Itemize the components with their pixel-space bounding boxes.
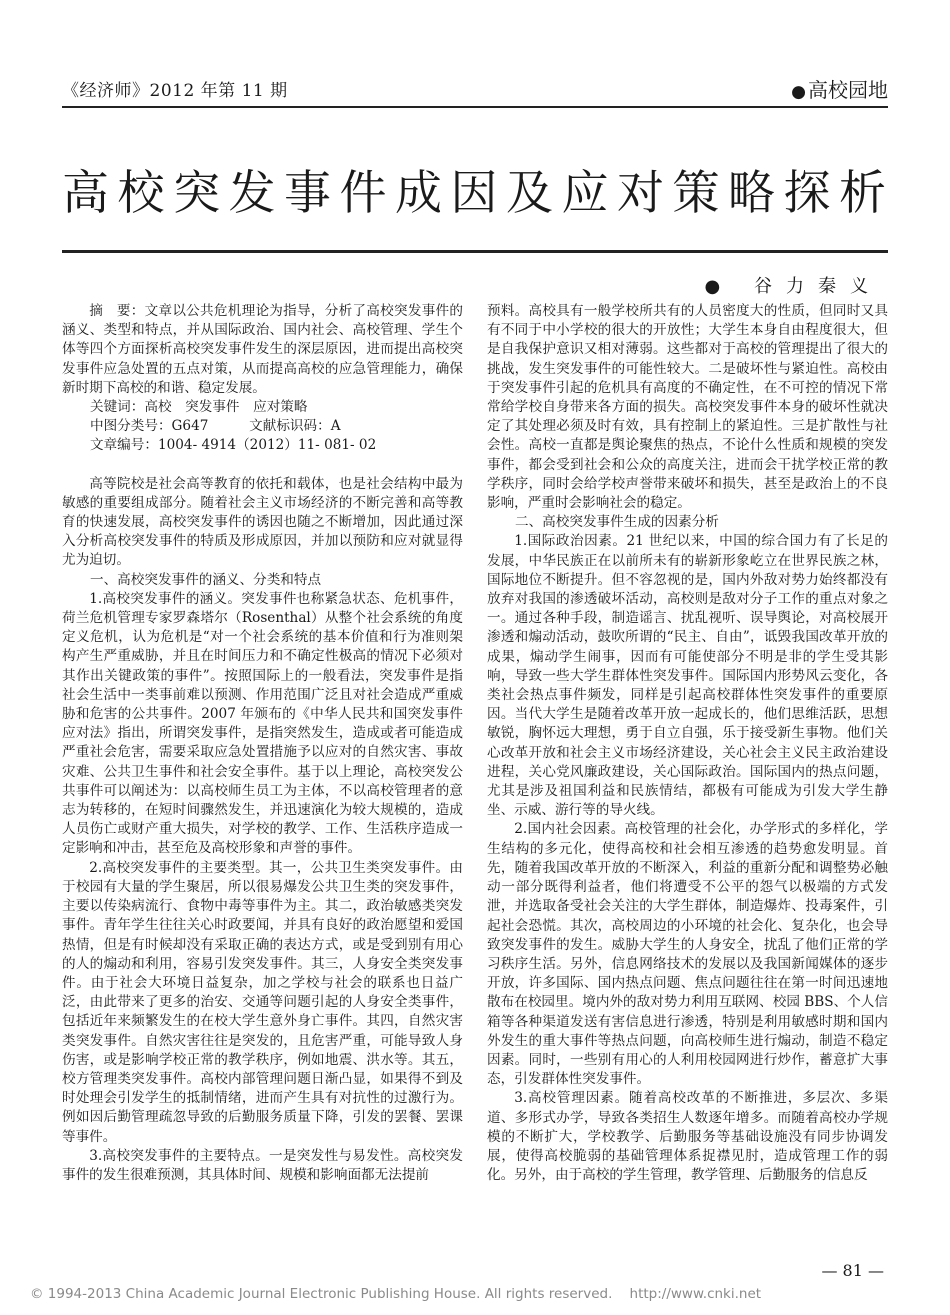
- keywords: 关键词：高校 突发事件 应对策略: [90, 399, 308, 416]
- bullet-icon: ●: [704, 276, 735, 297]
- article-title: 高校突发事件成因及应对策略探析: [62, 166, 888, 221]
- section-label: [791, 74, 888, 103]
- paragraph: 2.高校突发事件的主要类型。其一，公共卫生类突发事件。由于校园有大量的学生聚居，所以很易爆发公共卫生类的突发事件，主要以传染病流行、食物中毒等事件为主。其二，政治敏感类突发事件。青年学生往往关心时政要闻，并具有良好的政治愿望和爱国热情，但是有时候却没有采取正确的表达方式，或是受到别有用心的人的煽动和利用，容易引发突发事件。其三，人身安全类突发事件。由于社会大环境日益复杂，加之学校与社会的联系也日益广泛，由此带来了更多的治安、交通等问题引起的人身安全类事件，包括近年来频繁发生的在校大学生意外身亡事件。其四，自然灾害类突发事件。自然灾害往往是突发的，且危害严重，可能导致人身伤害，或是影响学校正常的教学秩序，例如地震、洪水等。其五，校方管理类突发事件。高校内部管理问题日渐凸显，如果得不到及时处理会引发学生的抵制情绪，进而产生具有对抗性的过激行为。例如因后勤管理疏忽导致的后勤服务质量下降，引发的罢餐、罢课等事件。: [62, 859, 463, 1145]
- paragraph: 3.高校管理因素。随着高校改革的不断推进，多层次、多渠道、多形式办学，导致各类招生人数逐年增多。而随着高校办学规模的不断扩大，学校教学、后勤服务等基础设施没有同步协调发展，使得高校脆弱的基础管理体系捉襟见肘，造成管理工作的弱化。另外，由于高校的学生管理，教学管理、后勤服务的信息反: [487, 1090, 888, 1184]
- paragraph: 1.高校突发事件的涵义。突发事件也称紧急状态、危机事件，荷兰危机管理专家罗森塔尔（Rosenthal）从整个社会系统的角度定义危机，认为危机是“对一个社会系统的基本价值和行为准则架构产生严重威胁，并且在时间压力和不确定性极高的情况下必须对其作出关键政策的事件”。按照国际上的一般看法，突发事件是指社会生活中一类事前难以预测、作用范围广泛且对社会造成严重威胁和危害的公共事件。2007 年颁布的《中华人民共和国突发事件应对法》指出，所谓突发事件，是指突然发生，造成或者可能造成严重社会危害，需要采取应急处置措施予以应对的自然灾害、事故灾难、公共卫生事件和社会安全事件。基于以上理论，高校突发公共事件可以阐述为：以高校师生员工为主体，不以高校管理者的意志为转移的，在短时间骤然发生，并迅速演化为较大规模的，造成人员伤亡或财产重大损失，对学校的教学、工作、生活秩序造成一定影响和冲击，甚至危及高校形象和声誉的事件。: [62, 590, 463, 857]
- paragraph: 2.国内社会因素。高校管理的社会化，办学形式的多样化，学生结构的多元化，使得高校和社会相互渗透的趋势愈发明显。首先，随着我国改革开放的不断深入，利益的重新分配和调整势必触动一部分既得利益者，他们将遭受不公平的怨气以极端的方式发泄，并选取备受社会关注的大学生群体，制造爆炸、投毒案件，引起社会恐慌。其次，高校周边的小环境的社会化、复杂化，也会导致突发事件的发生。威胁大学生的人身安全，扰乱了他们正常的学习秩序生活。另外，信息网络技术的发展以及我国新闻媒体的逐步开放，许多国际、国内热点问题、焦点问题往往在第一时间迅速地散布在校园里。境内外的敌对势力利用互联网、校园 BBS、个人信箱等各种渠道发送有害信息进行渗透，特别是利用敏感时期和国内外发生的重大事件等热点问题，向高校师生进行煽动，制造不稳定因素。同时，一些别有用心的人利用校园网进行炒作，蓄意扩大事态，引发群体性突发事件。: [487, 821, 888, 1088]
- paragraph: 1.国际政治因素。21 世纪以来，中国的综合国力有了长足的发展，中华民族正在以前所未有的崭新形象屹立在世界民族之林，国际地位不断提升。但不容忽视的是，国内外敌对势力始终都没有放弃对我国的渗透破坏活动，高校则是敌对分子工作的重点对象之一。通过各种手段，制造谣言、扰乱视听、误导舆论，对高校展开渗透和煽动活动，鼓吹所谓的“民主、自由”，诋毁我国改革开放的成果，煽动学生闹事，因而有可能使部分不明是非的学生受其影响，导致一些大学生群体性突发事件。国际国内形势风云变化，各类社会热点事件频发，同样是引起高校群体性突发事件的重要原因。当代大学生是随着改革开放一起成长的，他们思维活跃，思想敏锐，胸怀远大理想，勇于自立自强，乐于接受新生事物。他们关心改革开放和社会主义市场经济建设，关心社会主义民主政治建设进程，关心党风廉政建设，关心国际政治。国际国内的热点问题，尤其是涉及祖国利益和民族情结，都极有可能成为引发大学生静坐、示威、游行等的导火线。: [487, 533, 888, 819]
- bullet-icon: ●: [791, 82, 806, 102]
- section-heading-2: 二、高校突发事件生成的因素分析: [515, 514, 719, 531]
- abstract: 摘 要：文章以公共危机理论为指导，分析了高校突发事件的涵义、类型和特点，并从国际政治、国内社会、高校管理、学生个体等四个方面探析高校突发事件发生的深层原因，进而提出高校突发事件应急处置的五点对策，从而提高高校的应急管理能力，确保新时期下高校的和谐、稳定发展。: [62, 303, 463, 396]
- header-rule: [62, 106, 888, 108]
- right-column: [487, 302, 888, 1185]
- title-rule: [62, 250, 888, 253]
- classification: 中图分类号：G647 文献标识码：A: [90, 418, 341, 435]
- paragraph: 3.高校突发事件的主要特点。一是突发性与易发性。高校突发事件的发生很难预测，其具体时间、规模和影响面都无法提前: [62, 1147, 463, 1183]
- author-line: [705, 272, 882, 298]
- author-names: 谷力秦义: [754, 276, 882, 297]
- left-column: [62, 302, 463, 1185]
- paragraph: 预料。高校具有一般学校所共有的人员密度大的性质，但同时又具有不同于中小学校的很大的开放性；大学生本身自由程度很大，但是自我保护意识又相对薄弱。这些都对于高校的管理提出了很大的挑战，发生突发事件的可能性较大。二是破坏性与紧迫性。高校由于突发事件引起的危机具有高度的不确定性，在不可控的情况下常常给学校自身带来各方面的损失。高校突发事件本身的破坏性就决定了其处理必须及时有效，具有控制上的紧迫性。三是扩散性与社会性。高校一直都是舆论聚焦的热点，不论什么性质和规模的突发事件，都会受到社会和公众的高度关注，进而会干扰学校正常的教学秩序，同时会给学校声誉带来破坏和损失，甚至是政治上的不良影响，严重时会影响社会的稳定。: [487, 303, 888, 512]
- section-name: 高校园地: [808, 78, 888, 102]
- section-heading-1: 一、高校突发事件的涵义、分类和特点: [90, 571, 322, 588]
- copyright-footer: © 1994-2013 China Academic Journal Electronic Publishing House. All rights reserved. http://www.cnki.net: [30, 1286, 762, 1302]
- journal-issue: 《经济师》2012 年第 11 期: [62, 81, 288, 101]
- page-number: — 81 —: [821, 1261, 884, 1280]
- intro-paragraph: 高等院校是社会高等教育的依托和载体，也是社会结构中最为敏感的重要组成部分。随着社会主义市场经济的不断完善和高等教育的快速发展，高校突发事件的诱因也随之不断增加，因此通过深入分析高校突发事件的特质及形成原因，并加以预防和应对就显得尤为迫切。: [62, 475, 463, 569]
- article-number: 文章编号：1004- 4914（2012）11- 081- 02: [90, 437, 377, 454]
